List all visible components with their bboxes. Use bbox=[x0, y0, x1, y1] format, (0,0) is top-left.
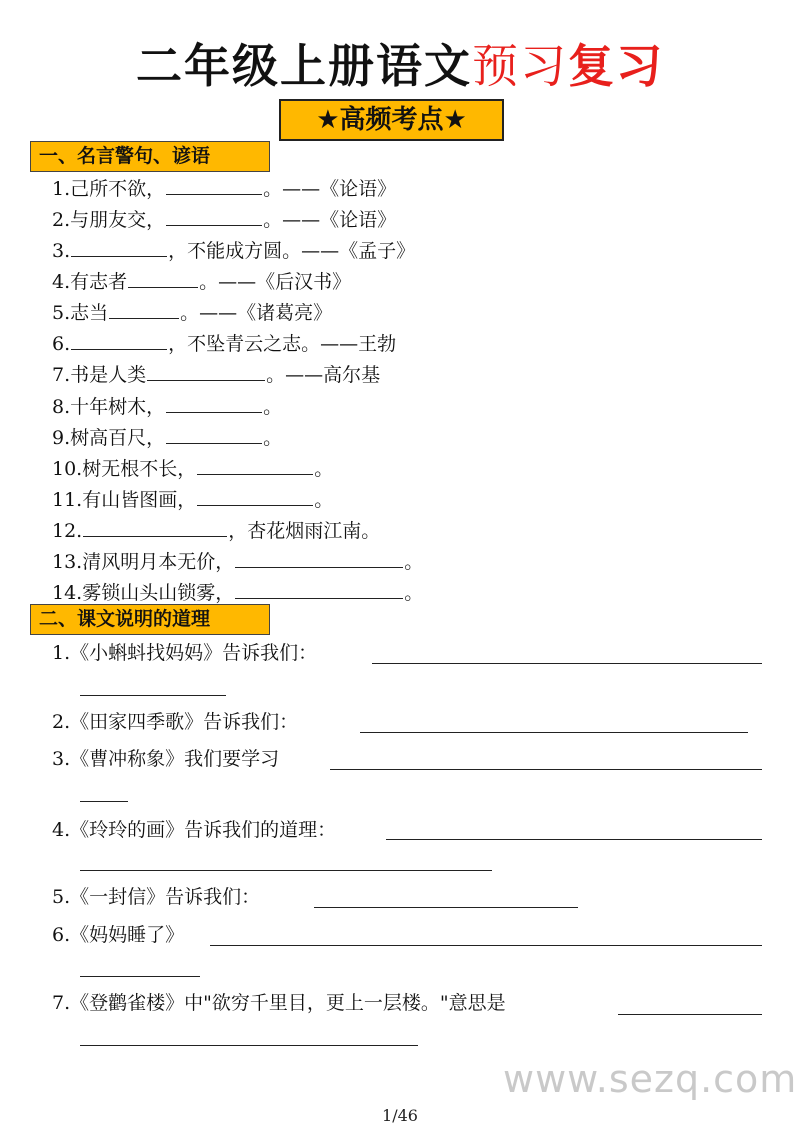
item-pre: 12. bbox=[52, 520, 83, 542]
list-item bbox=[52, 205, 396, 231]
answer-blank[interactable] bbox=[360, 731, 748, 733]
list-item bbox=[52, 360, 380, 386]
answer-blank[interactable] bbox=[618, 1013, 762, 1015]
watermark: www.sezq.com bbox=[503, 1057, 798, 1101]
answer-blank[interactable] bbox=[109, 298, 179, 319]
item-post: 。——《论语》 bbox=[263, 209, 397, 231]
item-post: ，杏花烟雨江南。 bbox=[228, 520, 381, 542]
item-text: 7.《登鹳雀楼》中"欲穷千里目，更上一层楼。"意思是 bbox=[52, 992, 506, 1014]
list-item bbox=[52, 392, 282, 418]
highlight-banner: ★高频考点★ bbox=[279, 99, 504, 141]
answer-blank[interactable] bbox=[210, 944, 762, 946]
answer-blank[interactable] bbox=[80, 869, 492, 871]
answer-blank[interactable] bbox=[80, 694, 226, 696]
item-post: 。——高尔基 bbox=[266, 364, 381, 386]
answer-blank[interactable] bbox=[235, 547, 403, 568]
list-item bbox=[52, 267, 351, 293]
page-title bbox=[0, 30, 800, 96]
list-item bbox=[52, 990, 506, 1016]
list-item bbox=[52, 516, 380, 542]
list-item bbox=[52, 746, 279, 772]
answer-blank[interactable] bbox=[128, 267, 198, 288]
answer-blank[interactable] bbox=[314, 906, 578, 908]
answer-blank[interactable] bbox=[197, 454, 313, 475]
list-item bbox=[52, 817, 336, 843]
answer-blank[interactable] bbox=[80, 1044, 418, 1046]
item-pre: 10.树无根不长， bbox=[52, 458, 197, 480]
item-post: 。 bbox=[404, 551, 424, 573]
answer-blank[interactable] bbox=[166, 423, 262, 444]
title-part-1: 二年级上册语文 bbox=[136, 39, 472, 93]
item-text: 1.《小蝌蚪找妈妈》告诉我们： bbox=[52, 642, 318, 664]
answer-blank[interactable] bbox=[386, 838, 762, 840]
list-item bbox=[52, 640, 317, 666]
list-item bbox=[52, 298, 332, 324]
item-post: 。——《论语》 bbox=[263, 178, 397, 200]
item-post: 。——《后汉书》 bbox=[199, 271, 352, 293]
item-pre: 8.十年树木， bbox=[52, 396, 166, 418]
item-post: 。 bbox=[404, 582, 424, 604]
answer-blank[interactable] bbox=[83, 516, 227, 537]
item-pre: 3. bbox=[52, 240, 71, 262]
answer-blank[interactable] bbox=[71, 329, 167, 350]
list-item bbox=[52, 884, 260, 910]
answer-blank[interactable] bbox=[80, 975, 200, 977]
item-pre: 5.志当 bbox=[52, 302, 109, 324]
item-pre: 11.有山皆图画， bbox=[52, 489, 197, 511]
title-part-2: 预习 bbox=[472, 39, 568, 93]
list-item bbox=[52, 922, 184, 948]
title-part-3: 复习 bbox=[568, 39, 664, 93]
answer-blank[interactable] bbox=[71, 236, 167, 257]
list-item bbox=[52, 578, 423, 604]
item-pre: 13.清风明月本无价， bbox=[52, 551, 235, 573]
list-item bbox=[52, 174, 396, 200]
item-pre: 6. bbox=[52, 333, 71, 355]
item-pre: 7.书是人类 bbox=[52, 364, 147, 386]
item-pre: 4.有志者 bbox=[52, 271, 128, 293]
section-heading-1: 一、名言警句、谚语 bbox=[30, 141, 270, 172]
answer-blank[interactable] bbox=[235, 578, 403, 599]
answer-blank[interactable] bbox=[166, 174, 262, 195]
item-post: 。 bbox=[314, 489, 334, 511]
item-pre: 14.雾锁山头山锁雾， bbox=[52, 582, 235, 604]
list-item bbox=[52, 547, 423, 573]
list-item bbox=[52, 709, 298, 735]
item-text: 4.《玲玲的画》告诉我们的道理： bbox=[52, 819, 337, 841]
item-text: 6.《妈妈睡了》 bbox=[52, 924, 185, 946]
answer-blank[interactable] bbox=[166, 205, 262, 226]
answer-blank[interactable] bbox=[166, 392, 262, 413]
page-indicator: 1/46 bbox=[382, 1106, 418, 1125]
section-heading-2: 二、课文说明的道理 bbox=[30, 604, 270, 635]
item-post: 。 bbox=[314, 458, 334, 480]
answer-blank[interactable] bbox=[330, 768, 762, 770]
item-post: ，不坠青云之志。——王勃 bbox=[168, 333, 397, 355]
item-post: 。 bbox=[263, 427, 283, 449]
list-item bbox=[52, 423, 282, 449]
list-item bbox=[52, 485, 333, 511]
list-item bbox=[52, 236, 415, 262]
answer-blank[interactable] bbox=[80, 800, 128, 802]
item-text: 2.《田家四季歌》告诉我们： bbox=[52, 711, 299, 733]
item-text: 5.《一封信》告诉我们： bbox=[52, 886, 261, 908]
item-text: 3.《曹冲称象》我们要学习 bbox=[52, 748, 280, 770]
list-item bbox=[52, 454, 333, 480]
item-post: ，不能成方圆。——《孟子》 bbox=[168, 240, 416, 262]
answer-blank[interactable] bbox=[147, 360, 265, 381]
list-item bbox=[52, 329, 396, 355]
item-pre: 9.树高百尺， bbox=[52, 427, 166, 449]
item-post: 。 bbox=[263, 396, 283, 418]
answer-blank[interactable] bbox=[372, 662, 762, 664]
item-pre: 2.与朋友交， bbox=[52, 209, 166, 231]
item-pre: 1.己所不欲， bbox=[52, 178, 166, 200]
answer-blank[interactable] bbox=[197, 485, 313, 506]
item-post: 。——《诸葛亮》 bbox=[180, 302, 333, 324]
